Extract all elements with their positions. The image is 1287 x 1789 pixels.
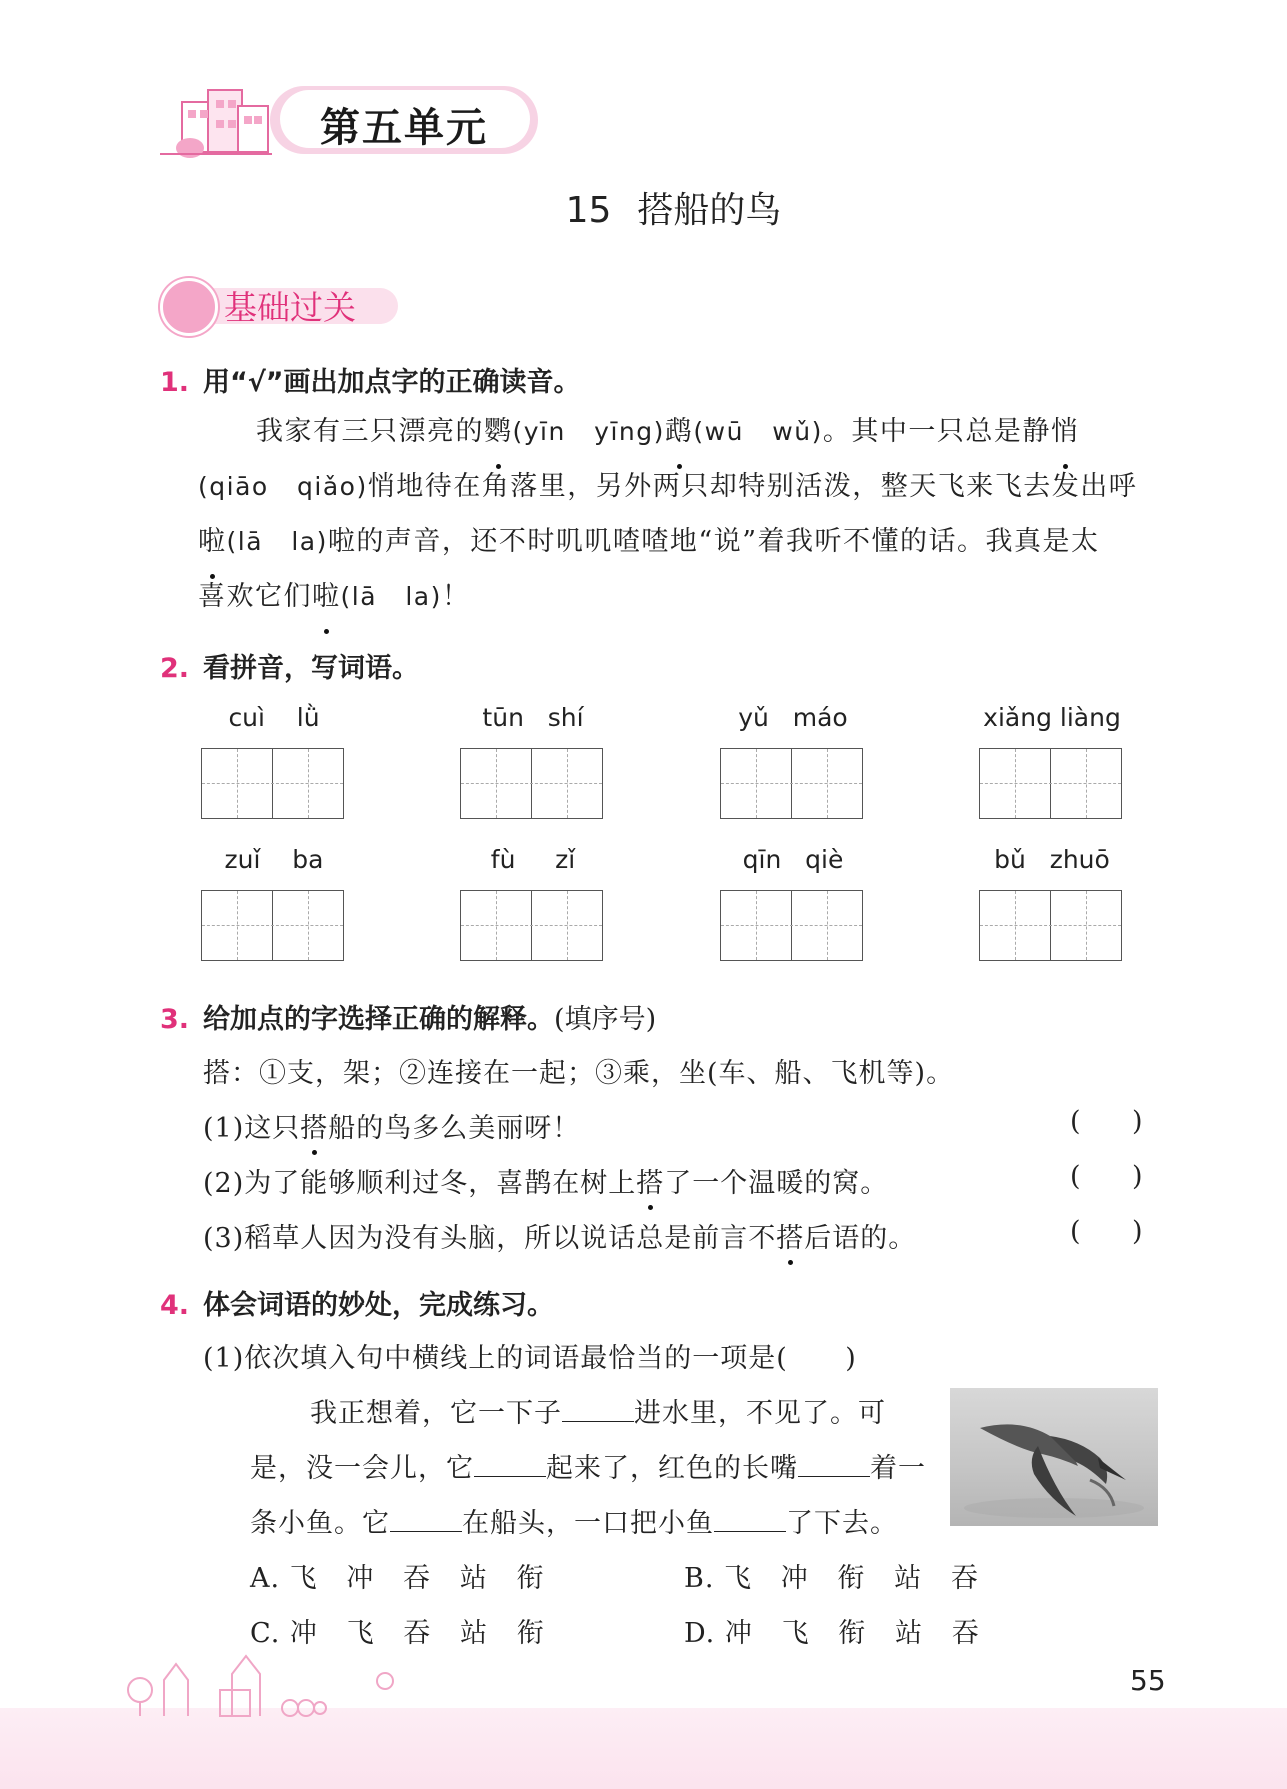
q1-passage xyxy=(198,404,1166,624)
writing-grid-item: tūn shí xyxy=(460,700,606,819)
q3-definition: 搭：①支，架；②连接在一起；③乘，坐(车、船、飞机等)。 xyxy=(203,1058,955,1089)
q1-number: 1. xyxy=(160,367,190,398)
section-tag-label: 基础过关 xyxy=(224,288,356,327)
writing-grid-item: qīn qiè xyxy=(720,842,866,961)
dotted-char: 搭 xyxy=(776,1216,804,1255)
q3-item-1: (1)这只搭船的鸟多么美丽呀！ xyxy=(203,1106,580,1145)
q1-line2: (qiāo qiǎo)悄地待在角落里，另外两只却特别活泼，整天飞来飞去发出呼 xyxy=(198,471,1138,502)
q1-line1: 我家有三只漂亮的鹦(yīn yīng)鹉(wū wǔ)。其中一只总是静悄 xyxy=(198,404,1166,459)
q4-prompt: 体会词语的妙处，完成练习。 xyxy=(203,1290,555,1321)
mascot-icon xyxy=(160,278,218,336)
dotted-char: 搭 xyxy=(300,1106,328,1145)
dotted-char: 悄 xyxy=(1051,404,1080,459)
q2-prompt: 看拼音，写词语。 xyxy=(203,653,420,684)
writing-grid-box[interactable] xyxy=(460,890,603,961)
dotted-char: 啦 xyxy=(198,514,227,569)
option-a[interactable]: A. 飞 冲 吞 站 衔 xyxy=(250,1563,545,1594)
option-c[interactable]: C. 冲 飞 吞 站 衔 xyxy=(250,1618,545,1649)
dotted-char: 搭 xyxy=(636,1161,664,1200)
flower-decoration-icon xyxy=(370,1666,400,1696)
q1-line4: 喜欢它们啦(lā la)！ xyxy=(198,569,1166,624)
q3-prompt-note: (填序号) xyxy=(554,1004,657,1035)
section-tag xyxy=(160,276,400,332)
fill-blank[interactable] xyxy=(562,1397,634,1422)
lesson-name: 搭船的鸟 xyxy=(637,190,782,231)
dotted-char: 鹦 xyxy=(484,404,513,459)
page-number: 55 xyxy=(1130,1664,1166,1697)
writing-grid-item: yǔ máo xyxy=(720,700,866,819)
q2-number: 2. xyxy=(160,653,190,684)
writing-grid-box[interactable] xyxy=(979,748,1122,819)
q4-number: 4. xyxy=(160,1290,190,1321)
writing-grid-box[interactable] xyxy=(720,890,863,961)
q3-prompt: 给加点的字选择正确的解释。 xyxy=(203,1004,555,1035)
q4-passage-line2: 是，没一会儿，它 起来了，红色的长嘴 着一 xyxy=(250,1453,926,1484)
kingfisher-photo xyxy=(950,1388,1158,1526)
unit-banner xyxy=(160,80,538,160)
writing-grid-box[interactable] xyxy=(201,890,344,961)
writing-grid-box[interactable] xyxy=(979,890,1122,961)
fill-blank[interactable] xyxy=(714,1507,786,1532)
writing-grid-item: zuǐ ba xyxy=(201,842,347,961)
q2-heading xyxy=(160,646,419,685)
q3-heading xyxy=(160,997,656,1036)
fill-blank[interactable] xyxy=(390,1507,462,1532)
q4-passage-line1: 我正想着，它一下子 进水里，不见了。可 xyxy=(310,1398,886,1429)
q1-prompt: 用“√”画出加点字的正确读音。 xyxy=(203,367,581,398)
kingfisher-bird-icon xyxy=(950,1388,1158,1526)
writing-grid-item: fù zǐ xyxy=(460,842,606,961)
q1-line3: 啦(lā la)啦的声音，还不时叽叽喳喳地“说”着我听不懂的话。我真是太 xyxy=(198,514,1166,569)
q3-number: 3. xyxy=(160,1004,190,1035)
building-illustration-icon xyxy=(160,80,280,160)
writing-grid-box[interactable] xyxy=(201,748,344,819)
footer-band xyxy=(0,1708,1287,1789)
lesson-title xyxy=(0,182,1287,233)
writing-grid-item: xiǎng liàng xyxy=(979,700,1125,819)
dotted-char: 鹉 xyxy=(665,404,694,459)
castle-decoration-icon xyxy=(120,1650,380,1720)
dotted-char: 啦 xyxy=(312,569,341,624)
unit-title: 第五单元 xyxy=(320,105,488,151)
writing-grid-box[interactable] xyxy=(460,748,603,819)
answer-blank[interactable]: ( ) xyxy=(1070,1216,1143,1247)
writing-grid-item: bǔ zhuō xyxy=(979,842,1125,961)
q3-item-3: (3)稻草人因为没有头脑，所以说话总是前言不搭后语的。 xyxy=(203,1216,916,1255)
q4-passage-line3: 条小鱼。它 在船头，一口把小鱼 了下去。 xyxy=(250,1508,898,1539)
writing-grid-box[interactable] xyxy=(720,748,863,819)
option-d[interactable]: D. 冲 飞 衔 站 吞 xyxy=(684,1618,980,1649)
writing-grid-item: cuì lǜ xyxy=(201,700,347,819)
q1-heading xyxy=(160,360,581,399)
q4-sub1: (1)依次填入句中横线上的词语最恰当的一项是( ) xyxy=(203,1343,857,1374)
q3-item-2: (2)为了能够顺利过冬，喜鹊在树上搭了一个温暖的窝。 xyxy=(203,1161,888,1200)
answer-blank[interactable]: ( ) xyxy=(1070,1161,1143,1192)
lesson-number: 15 xyxy=(565,190,612,231)
fill-blank[interactable] xyxy=(798,1452,870,1477)
option-b[interactable]: B. 飞 冲 衔 站 吞 xyxy=(684,1563,979,1594)
fill-blank[interactable] xyxy=(474,1452,546,1477)
answer-blank[interactable]: ( ) xyxy=(1070,1106,1143,1137)
q4-heading xyxy=(160,1283,554,1322)
